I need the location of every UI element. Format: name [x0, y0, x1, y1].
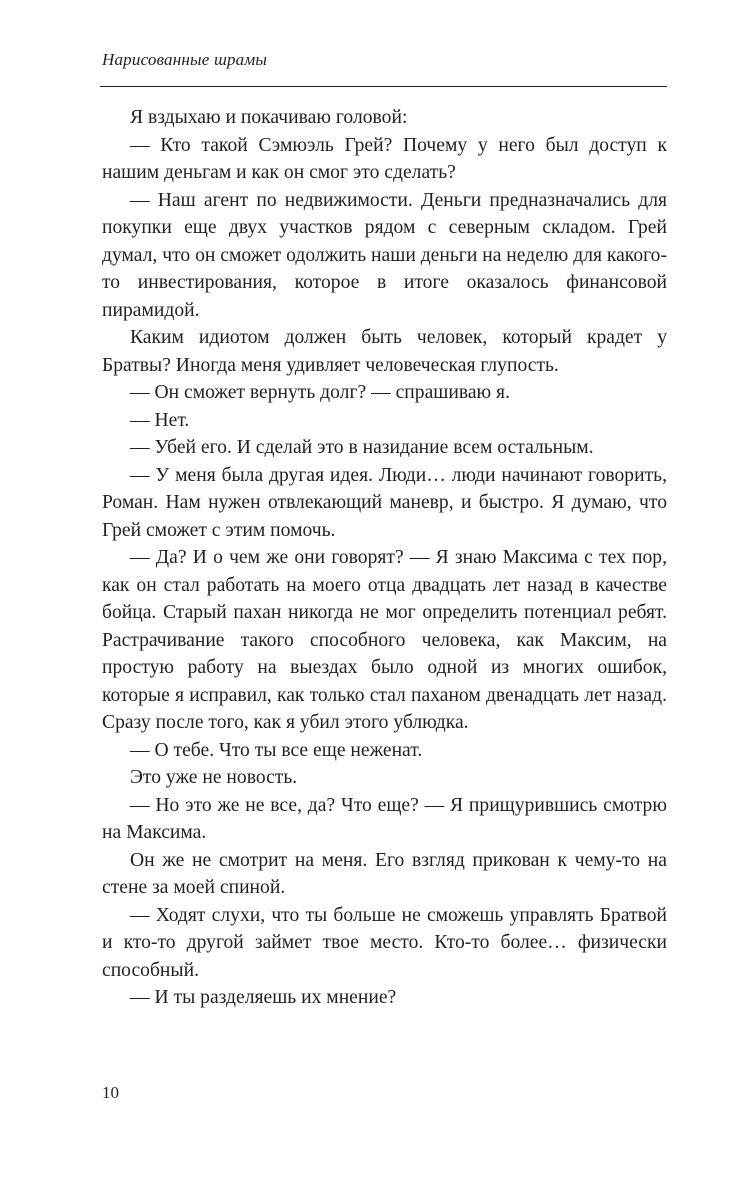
page-number: 10 — [102, 1083, 119, 1102]
paragraph-2: — Кто такой Сэмюэль Грей? Почему у него был доступ к нашим деньгам и как он смог это сделать? — [102, 134, 667, 183]
paragraph-1: Я вздыхаю и покачиваю головой: — [130, 107, 408, 128]
paragraph-8: — У меня была другая идея. Люди… люди начинают говорить, Роман. Нам нужен отвлекающий маневр, и быстро. Я думаю, что Грей сможет с этим помочь. — [102, 464, 667, 541]
paragraph-5: — Он сможет вернуть долг? — спрашиваю я. — [130, 382, 510, 403]
paragraph-14: — Ходят слухи, что ты больше не сможешь управлять Братвой и кто-то другой займет твое место. Кто-то более… физически способный. — [102, 904, 667, 981]
paragraph-10: — О тебе. Что ты все еще неженат. — [130, 739, 423, 761]
paragraph-7: — Убей его. И сделай это в назидание всем остальным. — [130, 437, 594, 458]
paragraph-11: Это уже не новость. — [130, 767, 298, 788]
paragraph-9: — Да? И о чем же они говорят? — Я знаю Максима с тех пор, как он стал работать на моего отца двадцать лет назад в качестве бойца. Старый пахан никогда не мог определить потенциал ребят. Растрачивание такого способного человека, как Максим, на простую работу на выездах было одной из многих ошибок, которые я исправил, как только стал паханом двенадцать лет назад. Сразу после того, как я убил этого ублюдка. — [102, 547, 667, 733]
paragraph-4: Каким идиотом должен быть человек, который крадет у Братвы? Иногда меня удивляет человеческая глупость. — [102, 327, 667, 376]
running-head-title: Нарисованные шрамы — [102, 50, 268, 69]
paragraph-15: — И ты разделяешь их мнение? — [130, 987, 397, 1008]
paragraph-13: Он же не смотрит на меня. Его взгляд прикован к чему-то на стене за моей спиной. — [102, 849, 667, 898]
paragraph-12: — Но это же не все, да? Что еще? — Я прищурившись смотрю на Максима. — [102, 794, 667, 843]
main-text — [102, 104, 667, 1012]
paragraph-6: — Нет. — [130, 409, 190, 431]
header-rule — [100, 86, 667, 87]
paragraph-3: — Наш агент по недвижимости. Деньги предназначались для покупки еще двух участков рядом с северным складом. Грей думал, что он сможет одолжить наши деньги на неделю для какого-то инвестирования, которое в итоге оказалось финансовой пирамидой. — [102, 189, 667, 321]
